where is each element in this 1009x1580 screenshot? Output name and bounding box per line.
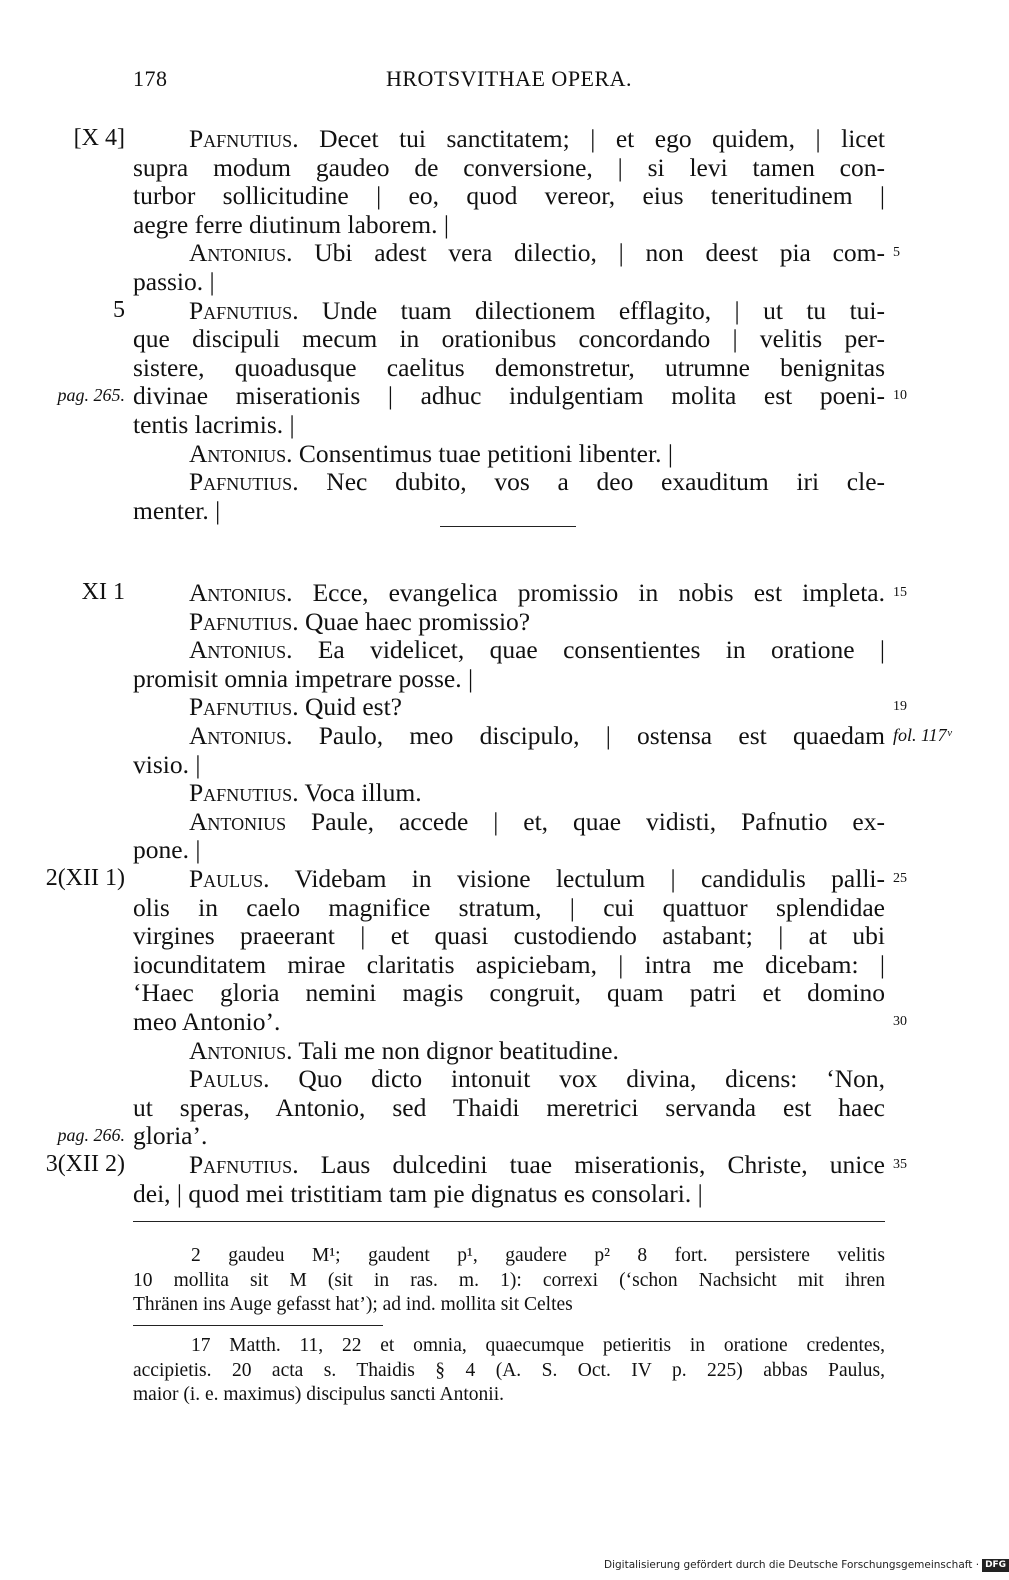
page-number: 178 bbox=[133, 66, 168, 91]
footnote-text: accipietis. 20 acta s. Thaidis § 4 (A. S. Oct. IV p. 225) abbas Paulus, bbox=[133, 1359, 885, 1381]
line-text bbox=[133, 721, 885, 750]
line-content: meo Antonio’. bbox=[133, 1007, 281, 1036]
left-margin-note: pag. 266. bbox=[57, 1125, 125, 1146]
line-text bbox=[133, 238, 885, 267]
text-line bbox=[133, 267, 885, 296]
line-content: Tali me non dignor beatitudine. bbox=[292, 1035, 619, 1065]
speaker-name: Pafnutius. bbox=[189, 692, 299, 722]
line-content: sistere, quoadusque caelitus demonstretur, utrumne benignitas bbox=[133, 352, 885, 382]
right-margin-number: 25 bbox=[893, 871, 907, 886]
footnote-line bbox=[133, 1359, 885, 1383]
text-line bbox=[133, 181, 885, 210]
line-text bbox=[133, 921, 885, 950]
line-content: Paule, accede | et, quae vidisti, Pafnutio ex- bbox=[286, 806, 885, 836]
digitization-credit bbox=[604, 1556, 1007, 1574]
dfg-logo: DFG bbox=[982, 1559, 1009, 1572]
line-content: Videbam in visione lectulum | candidulis palli- bbox=[269, 864, 885, 893]
text-line bbox=[133, 467, 885, 496]
text-line bbox=[133, 238, 885, 267]
line-content: Quid est? bbox=[298, 692, 402, 722]
text-line bbox=[133, 1036, 885, 1065]
line-text bbox=[133, 467, 885, 496]
footnote-line bbox=[133, 1334, 885, 1358]
text-line bbox=[133, 692, 885, 721]
line-text bbox=[133, 1150, 885, 1179]
scene-separator bbox=[440, 526, 576, 527]
right-margin-number: 30 bbox=[893, 1014, 907, 1029]
text-line bbox=[133, 353, 885, 382]
speaker-name: Antonius. bbox=[189, 578, 293, 607]
text-line bbox=[133, 410, 885, 439]
line-text bbox=[133, 978, 885, 1007]
speaker-name: Antonius. bbox=[189, 635, 293, 665]
line-content: dei, | quod mei tristitiam tam pie dignatus es consolari. | bbox=[133, 1178, 703, 1208]
speaker-name: Pafnutius. bbox=[189, 124, 299, 153]
line-content: divinae miserationis | adhuc indulgentiam molita est poeni- bbox=[133, 381, 885, 411]
text-line bbox=[133, 210, 885, 239]
line-text bbox=[133, 807, 885, 836]
line-content: Paulo, meo discipulo, | ostensa est quaedam bbox=[292, 721, 885, 750]
line-content: Decet tui sanctitatem; | et ego quidem, | licet bbox=[298, 124, 885, 153]
line-text bbox=[133, 324, 885, 353]
footnote-text: 10 mollita sit M (sit in ras. m. 1): correxi (‘schon Nachsicht mit ihren bbox=[133, 1269, 885, 1291]
text-line bbox=[133, 578, 885, 607]
line-text bbox=[133, 607, 885, 636]
footnote-line bbox=[133, 1383, 885, 1407]
footnote-text: 17 Matth. 11, 22 et omnia, quaecumque petieritis in oratione credentes, bbox=[191, 1335, 885, 1356]
left-margin-note: XI 1 bbox=[81, 579, 125, 605]
line-text bbox=[133, 1064, 885, 1093]
text-line bbox=[133, 921, 885, 950]
text-line bbox=[133, 324, 885, 353]
speaker-name: Pafnutius. bbox=[189, 1150, 299, 1179]
text-line bbox=[133, 1179, 885, 1208]
speaker-name: Paulus. bbox=[189, 1064, 270, 1094]
running-title: HROTSVITHAE OPERA. bbox=[385, 66, 633, 91]
footnote-line bbox=[133, 1244, 885, 1268]
line-content: passio. | bbox=[133, 267, 215, 296]
left-margin-note: pag. 265. bbox=[57, 385, 125, 406]
speaker-name: Antonius bbox=[189, 806, 287, 836]
left-margin-note: 2(XII 1) bbox=[45, 865, 125, 891]
text-line bbox=[133, 1093, 885, 1122]
speaker-name: Paulus. bbox=[189, 864, 270, 893]
line-text bbox=[133, 210, 885, 239]
line-text bbox=[133, 1007, 885, 1036]
line-text bbox=[133, 381, 885, 410]
footnote-rule-short bbox=[133, 1325, 383, 1326]
right-margin-number: 10 bbox=[893, 388, 907, 404]
text-line bbox=[133, 864, 885, 893]
text-line bbox=[133, 439, 885, 468]
left-margin-note: 3(XII 2) bbox=[45, 1151, 125, 1177]
line-text bbox=[133, 267, 885, 296]
text-line bbox=[133, 893, 885, 922]
credit-text: Digitalisierung gefördert durch die Deutsche Forschungsgemeinschaft · bbox=[604, 1559, 980, 1571]
line-content: menter. | bbox=[133, 495, 221, 525]
text-line bbox=[133, 635, 885, 664]
line-content: tentis lacrimis. | bbox=[133, 410, 295, 439]
line-content: Voca illum. bbox=[298, 778, 422, 808]
line-text bbox=[133, 181, 885, 210]
line-content: Unde tuam dilectionem efflagito, | ut tu tui- bbox=[298, 295, 885, 325]
line-text bbox=[133, 1093, 885, 1122]
left-margin-note: [X 4] bbox=[73, 125, 125, 151]
right-margin-number: 5 bbox=[893, 245, 900, 261]
footnote-text: Thränen ins Auge gefasst hat’); ad ind. mollita sit Celtes bbox=[133, 1294, 573, 1315]
line-content: que discipuli mecum in orationibus concordando | velitis per- bbox=[133, 324, 885, 354]
speaker-name: Pafnutius. bbox=[189, 295, 299, 325]
line-content: Consentimus tuae petitioni libenter. | bbox=[292, 438, 673, 468]
line-text bbox=[133, 692, 885, 721]
line-text bbox=[133, 578, 885, 607]
line-content: iocunditatem mirae claritatis aspiciebam, | intra me dicebam: | bbox=[133, 949, 885, 979]
line-text bbox=[133, 124, 885, 153]
line-text bbox=[133, 410, 885, 439]
footnote-rule bbox=[133, 1221, 885, 1222]
line-text bbox=[133, 750, 885, 779]
line-content: turbor sollicitudine | eo, quod vereor, eius teneritudinem | bbox=[133, 181, 885, 211]
line-content: Quae haec promissio? bbox=[298, 606, 531, 636]
line-content: ut speras, Antonio, sed Thaidi meretrici servanda est haec bbox=[133, 1092, 885, 1122]
line-content: virgines praeerant | et quasi custodiendo astabant; | at ubi bbox=[133, 921, 885, 951]
line-text bbox=[133, 1179, 885, 1208]
line-content: ‘Haec gloria nemini magis congruit, quam patri et domino bbox=[133, 978, 885, 1008]
line-content: aegre ferre diutinum laborem. | bbox=[133, 209, 449, 239]
text-line bbox=[133, 721, 885, 750]
line-text bbox=[133, 296, 885, 325]
footnote-line bbox=[133, 1293, 885, 1317]
text-line bbox=[133, 950, 885, 979]
line-text bbox=[133, 353, 885, 382]
line-content: Ecce, evangelica promissio in nobis est impleta. bbox=[292, 578, 885, 607]
text-line bbox=[133, 835, 885, 864]
line-content: supra modum gaudeo de conversione, | si levi tamen con- bbox=[133, 152, 885, 182]
line-content: gloria’. bbox=[133, 1121, 208, 1151]
text-line bbox=[133, 153, 885, 182]
text-line bbox=[133, 1007, 885, 1036]
line-text bbox=[133, 153, 885, 182]
line-text bbox=[133, 778, 885, 807]
text-line bbox=[133, 607, 885, 636]
line-content: olis in caelo magnifice stratum, | cui quattuor splendidae bbox=[133, 892, 885, 922]
text-line bbox=[133, 1064, 885, 1093]
line-content: Ubi adest vera dilectio, | non deest pia com- bbox=[292, 238, 885, 268]
footnote-line bbox=[133, 1269, 885, 1293]
speaker-name: Antonius. bbox=[189, 238, 293, 268]
speaker-name: Antonius. bbox=[189, 721, 293, 750]
line-text bbox=[133, 1036, 885, 1065]
text-line bbox=[133, 1150, 885, 1179]
line-content: promisit omnia impetrare posse. | bbox=[133, 663, 474, 693]
text-line bbox=[133, 750, 885, 779]
line-text bbox=[133, 835, 885, 864]
speaker-name: Pafnutius. bbox=[189, 467, 299, 497]
text-line bbox=[133, 124, 885, 153]
line-text bbox=[133, 439, 885, 468]
speaker-name: Antonius. bbox=[189, 438, 293, 468]
text-line bbox=[133, 296, 885, 325]
right-margin-number: 35 bbox=[893, 1157, 907, 1172]
speaker-name: Pafnutius. bbox=[189, 778, 299, 808]
line-text bbox=[133, 950, 885, 979]
line-content: Nec dubito, vos a deo exauditum iri cle- bbox=[298, 467, 885, 497]
text-line bbox=[133, 1121, 885, 1150]
text-line bbox=[133, 664, 885, 693]
footnote-text: maior (i. e. maximus) discipulus sancti Antonii. bbox=[133, 1384, 504, 1405]
text-line bbox=[133, 778, 885, 807]
line-text bbox=[133, 864, 885, 893]
line-content: Ea videlicet, quae consentientes in oratione | bbox=[292, 635, 885, 665]
right-margin-number: 19 bbox=[893, 699, 907, 715]
line-content: pone. | bbox=[133, 835, 201, 865]
text-line bbox=[133, 496, 885, 525]
line-content: Quo dicto intonuit vox divina, dicens: ‘Non, bbox=[269, 1064, 885, 1094]
speaker-name: Antonius. bbox=[189, 1035, 293, 1065]
speaker-name: Pafnutius. bbox=[189, 606, 299, 636]
right-margin-number: fol. 117ᵛ bbox=[893, 725, 952, 745]
right-margin-number: 15 bbox=[893, 585, 907, 600]
footnote-text: 2 gaudeu M¹; gaudent p¹, gaudere p² 8 fort. persistere velitis bbox=[191, 1245, 885, 1266]
left-margin-note: 5 bbox=[113, 296, 125, 323]
text-line bbox=[133, 978, 885, 1007]
line-text bbox=[133, 1121, 885, 1150]
line-text bbox=[133, 664, 885, 693]
line-text bbox=[133, 893, 885, 922]
line-text bbox=[133, 496, 885, 525]
text-line bbox=[133, 807, 885, 836]
line-content: visio. | bbox=[133, 749, 201, 779]
running-header bbox=[133, 62, 885, 96]
line-text bbox=[133, 635, 885, 664]
line-content: Laus dulcedini tuae miserationis, Christe, unice bbox=[298, 1150, 885, 1179]
text-line bbox=[133, 381, 885, 410]
